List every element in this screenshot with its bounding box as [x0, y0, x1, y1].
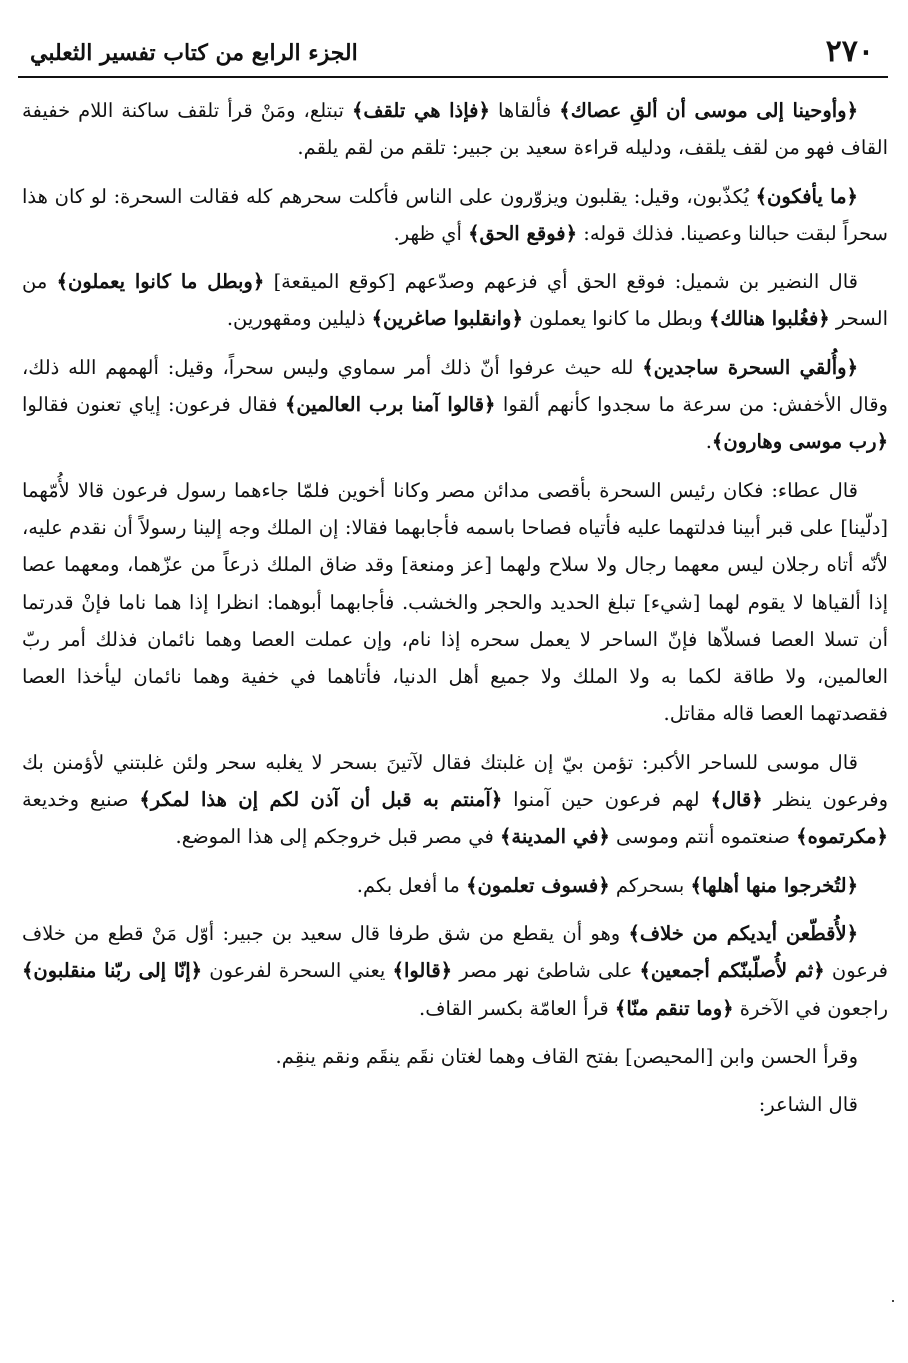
paragraph [22, 263, 888, 338]
commentary-text: يعني السحرة لفرعون [202, 959, 393, 983]
margin-dot [892, 1300, 894, 1302]
commentary-text: وبطل ما كانوا يعملون [522, 307, 709, 331]
commentary-text: تبتلع، ومَنْ قرأ تلقف ساكنة اللام خفيفة القاف فهو من لقف يلقف، ودليله قراءة سعيد بن جبير: تلقم من لقم يلقم. [22, 99, 888, 160]
running-title: الجزء الرابع من كتاب تفسير الثعلبي [30, 40, 358, 66]
quran-quote: ﴿وأوحينا إلى موسى أن ألقِ عصاك﴾ [559, 99, 858, 122]
quran-quote: ﴿فوقع الحق﴾ [468, 221, 578, 245]
quran-quote: ﴿لأُقطّعن أيديكم من خلاف﴾ [628, 921, 858, 945]
quran-quote: ﴿لتُخرجوا منها أهلها﴾ [690, 873, 858, 897]
commentary-text: راجعون في الآخرة [733, 996, 888, 1020]
paragraph [22, 744, 888, 856]
quran-quote: ﴿إنّا إلى ربّنا منقلبون﴾ [22, 959, 203, 983]
quran-quote: ﴿ثم لأُصلّبنّكم أجمعين﴾ [639, 959, 825, 983]
commentary-text: من السحر [22, 270, 888, 331]
paragraph [22, 867, 888, 904]
paragraph [22, 349, 888, 461]
commentary-text: وهو أن يقطع من شق طرفا قال سعيد بن جبير: أوّل مَنْ قطع من خلاف فرعون [22, 921, 889, 983]
commentary-text: صنيع وخديعة [22, 788, 140, 812]
paragraph [22, 472, 888, 733]
paragraph [22, 1038, 888, 1075]
commentary-text: قال النضير بن شميل: فوقع الحق أي فزعهم وصدّعهم [كوقع الميقعة] [264, 270, 858, 294]
commentary-text: فقال فرعون: إياي تعنون فقالوا [22, 393, 285, 417]
commentary-text: قال عطاء: فكان رئيس السحرة بأقصى مدائن مصر وكانا أخوين فلمّا جاءهما رسول فرعون قالا لأُمّهما [دلّينا] على قبر أبينا فدلتهما عليه فأتياه فصاحا باسمه فأجابهما فقالا: إن الملك وجه إلينا رسولاً أن نقدم عليه، لأنّه أتاه رجلان ليس معهما رجال ولا سلاح ولهما [عز ومنعة] وقد ضاق الملك ذرعاً من عزّهما، ومعهما عصا إذا ألقياها لا يقوم لهما [شيء] تبلغ الحديد والحجر والخشب. فأجابهما أبوهما: انظرا إذا هما ناما فإنْ قدرتما أن تسلا العصا فسلاّها فإنّ الساحر لا يعمل سحره إذا نام، وإن عملت العصا وهما نائمان فذلك أمر ربّ العالمين، ولا طاقة لكما به ولا الملك ولا جميع أهل الدنيا، فأتاهما في خفية وهما نائمان ليأخذا العصا فقصدتهما العصا قاله مقاتل. [22, 478, 888, 726]
commentary-text: . [705, 430, 712, 454]
commentary-text: ذليلين ومقهورين. [226, 307, 372, 331]
commentary-text: ما أفعل بكم. [356, 873, 467, 897]
quran-quote: ﴿في المدينة﴾ [499, 825, 610, 849]
commentary-text: وقرأ الحسن وابن [المحيصن] بفتح القاف وهما لغتان نقَم ينقَم ونقم ينقِم. [275, 1044, 858, 1068]
commentary-text: قرأ العامّة بكسر القاف. [419, 996, 615, 1020]
quran-quote: ﴿قالوا﴾ [392, 959, 453, 983]
commentary-text: أي ظهر. [393, 221, 469, 245]
commentary-text: قال الشاعر: [758, 1093, 858, 1117]
commentary-text: بسحركم [609, 873, 691, 897]
page-header [18, 28, 888, 78]
commentary-text: قال موسى للساحر الأكبر: تؤمن بيّ إن غلبتك فقال لآتينَ بسحر لا يغلبه سحر ولئن غلبتني لأؤمنن بك وفرعون ينظر [22, 750, 888, 812]
commentary-text: صنعتموه أنتم وموسى [609, 825, 797, 849]
quran-quote: ﴿فسوف تعلمون﴾ [466, 873, 610, 897]
commentary-text: فألقاها [489, 99, 560, 122]
quran-quote: ﴿ما يأفكون﴾ [755, 184, 858, 208]
quran-quote: ﴿مكرتموه﴾ [796, 825, 888, 849]
page-number: ٢٧٠ [825, 34, 874, 69]
quran-quote: ﴿آمنتم به قبل أن آذن لكم إن هذا لمكر﴾ [139, 788, 503, 812]
paragraph [22, 915, 888, 1027]
commentary-text: في مصر قبل خروجكم إلى هذا الموضع. [175, 825, 500, 849]
quran-quote: ﴿فغُلبوا هنالك﴾ [709, 307, 830, 331]
quran-quote: ﴿وبطل ما كانوا يعملون﴾ [56, 270, 265, 294]
quran-quote: ﴿رب موسى وهارون﴾ [711, 430, 888, 454]
quran-quote: ﴿قالوا آمنا برب العالمين﴾ [284, 393, 496, 417]
paragraph [22, 92, 888, 167]
quran-quote: ﴿وما تنقم منّا﴾ [614, 996, 734, 1020]
quran-quote: ﴿فإذا هي تلقف﴾ [351, 99, 490, 122]
paragraph [22, 1086, 888, 1123]
quran-quote: ﴿وأُلقي السحرة ساجدين﴾ [642, 355, 858, 379]
commentary-text: لله حيث عرفوا أنّ ذلك أمر سماوي وليس سحراً، وقيل: ألهمهم الله ذلك، وقال الأخفش: من سرعة ما سجدوا كأنهم ألقوا [22, 355, 888, 417]
quran-quote: ﴿قال﴾ [710, 788, 763, 812]
quran-quote: ﴿وانقلبوا صاغرين﴾ [371, 307, 523, 331]
paragraph [22, 178, 888, 253]
commentary-text: يُكذّبون، وقيل: يقلبون ويزوّرون على الناس فأكلت سحرهم كله فقالت السحرة: لو كان هذا سحراً لبقت حبالنا وعصينا. فذلك قوله: [22, 184, 888, 245]
commentary-text: لهم فرعون حين آمنوا [502, 788, 711, 812]
body-text [22, 92, 888, 1134]
commentary-text: على شاطئ نهر مصر [452, 959, 640, 983]
